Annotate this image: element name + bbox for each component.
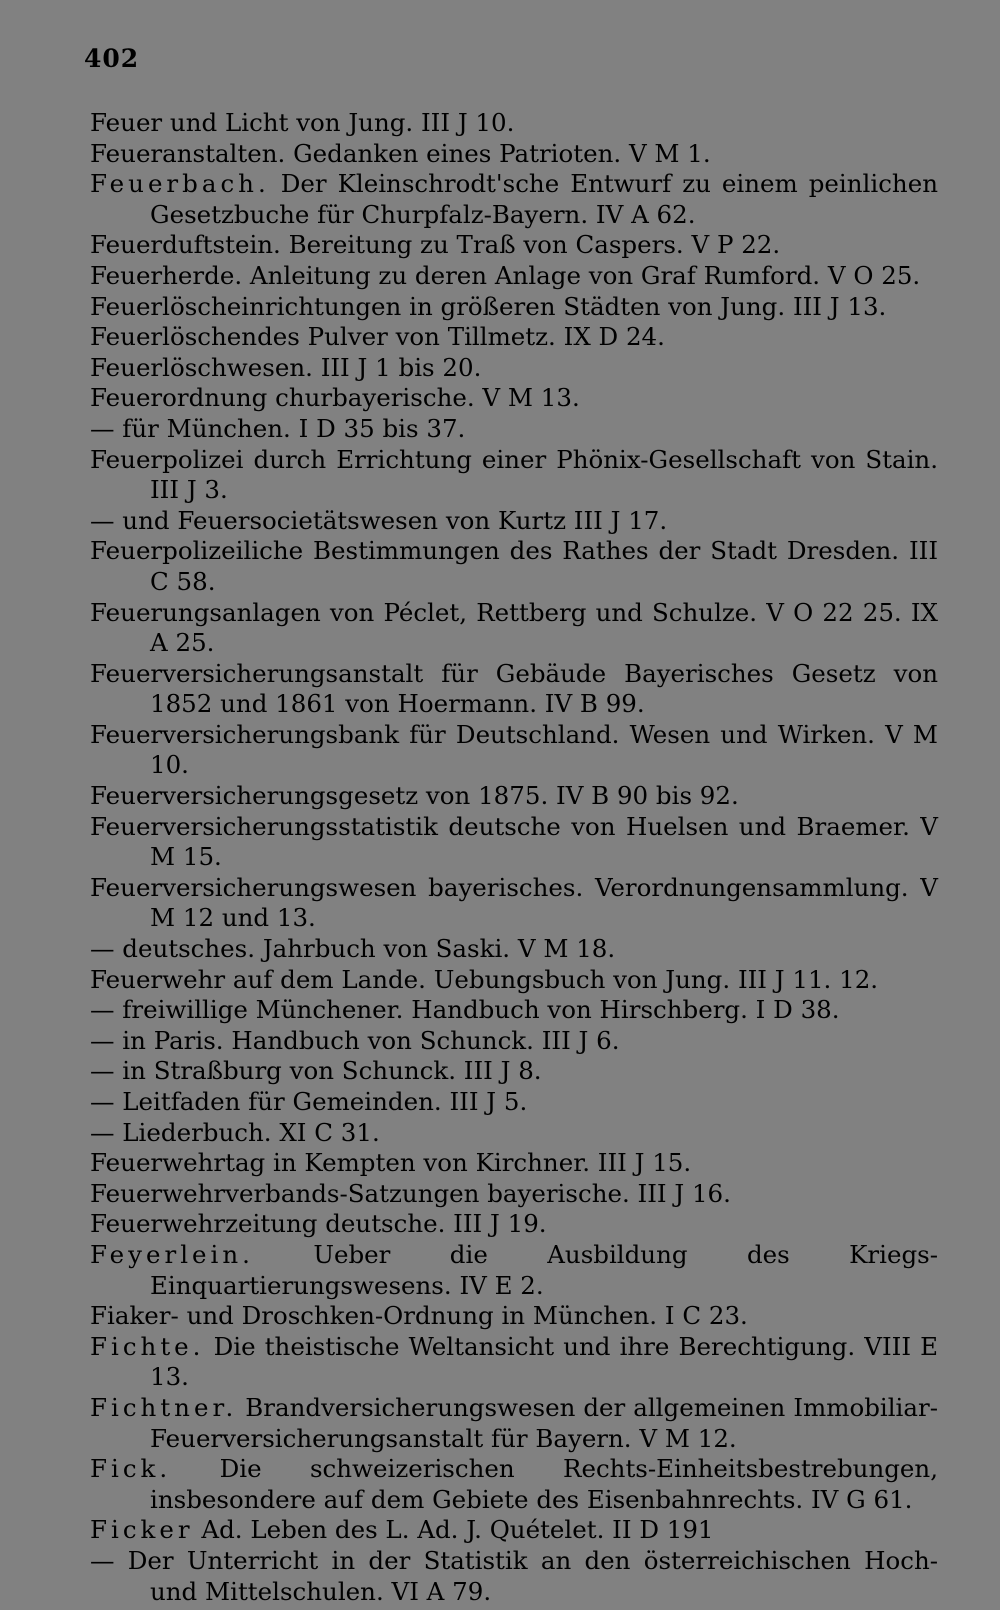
- entry-author: Fichtner.: [90, 1392, 238, 1422]
- index-entry: [90, 598, 938, 659]
- index-entry: [90, 812, 938, 873]
- index-entry: [90, 261, 938, 292]
- entry-text: Feueranstalten. Gedanken eines Patrioten. V M 1.: [90, 138, 711, 168]
- entry-text: Feuerversicherungsanstalt für Gebäude Bayerisches Gesetz von 1852 und 1861 von Hoermann. IV B 99.: [90, 658, 938, 719]
- index-entry: [90, 383, 938, 414]
- index-entry: [90, 1179, 938, 1210]
- entry-text: Feuerordnung churbayerische. V M 13.: [90, 383, 580, 413]
- index-entry: [90, 1240, 938, 1301]
- index-entry: [90, 414, 938, 445]
- entry-author: Fichte.: [90, 1331, 205, 1361]
- entry-text: Die theistische Weltansicht und ihre Berechtigung. VIII E 13.: [150, 1331, 938, 1392]
- entry-author: Feuerbach.: [90, 169, 270, 199]
- index-entry: [90, 873, 938, 934]
- entry-text: — freiwillige Münchener. Handbuch von Hirschberg. I D 38.: [90, 995, 840, 1025]
- entry-text: Feuer und Licht von Jung. III J 10.: [90, 108, 515, 137]
- index-entry: [90, 965, 938, 996]
- index-entry: [90, 1454, 938, 1515]
- entry-author: Feyerlein.: [90, 1239, 254, 1269]
- index-entry: [90, 1026, 938, 1057]
- entry-text: Feuerversicherungsgesetz von 1875. IV B 90 bis 92.: [90, 781, 739, 811]
- index-entry: [90, 1056, 938, 1087]
- index-entry: [90, 139, 938, 170]
- entry-text: Feuerwehrverbands-Satzungen bayerische. III J 16.: [90, 1178, 731, 1208]
- page-number: 402: [84, 44, 140, 73]
- entry-text: Feuerversicherungsbank für Deutschland. Wesen und Wirken. V M 10.: [90, 719, 938, 780]
- index-entry: [90, 506, 938, 537]
- entry-text: Feuerwehr auf dem Lande. Uebungsbuch von Jung. III J 11. 12.: [90, 964, 879, 994]
- entry-text: — deutsches. Jahrbuch von Saski. V M 18.: [90, 934, 616, 964]
- entry-text: Feuerpolizei durch Errichtung einer Phönix-Gesellschaft von Stain. III J 3.: [90, 444, 938, 505]
- index-entry: [90, 169, 938, 230]
- index-entry: [90, 1118, 938, 1149]
- index-entry: [90, 1546, 938, 1607]
- entry-text: — in Paris. Handbuch von Schunck. III J 6.: [90, 1025, 620, 1055]
- entry-text: Brandversicherungswesen der allgemeinen Immobiliar-Feuerversicherungsanstalt für Bayern. V M 12.: [150, 1392, 938, 1453]
- entry-text: Fiaker- und Droschken-Ordnung in München. I C 23.: [90, 1301, 748, 1331]
- entry-text: Der Kleinschrodt'sche Entwurf zu einem peinlichen Gesetzbuche für Churpfalz-Bayern. IV A 62.: [150, 169, 938, 229]
- index-entry: [90, 445, 938, 506]
- index-entry: [90, 659, 938, 720]
- entry-text: — Liederbuch. XI C 31.: [90, 1117, 380, 1147]
- index-entry: [90, 1209, 938, 1240]
- index-entry: [90, 536, 938, 597]
- entry-text: — für München. I D 35 bis 37.: [90, 413, 466, 443]
- entry-text: Ad. Leben des L. Ad. J. Quételet. II D 191: [193, 1515, 714, 1545]
- index-entry: [90, 720, 938, 781]
- entry-text: Feuerversicherungswesen bayerisches. Verordnungensammlung. V M 12 und 13.: [90, 872, 938, 933]
- entry-text: — Der Unterricht in der Statistik an den österreichischen Hoch- und Mittelschulen. VI A 79.: [90, 1545, 938, 1606]
- entry-text: Feuerwehrzeitung deutsche. III J 19.: [90, 1209, 547, 1239]
- entry-text: — in Straßburg von Schunck. III J 8.: [90, 1056, 542, 1086]
- index-entry: [90, 781, 938, 812]
- entry-author: Fick.: [90, 1454, 172, 1484]
- entry-text: Feuerlöschwesen. III J 1 bis 20.: [90, 352, 482, 382]
- index-entry: [90, 1515, 938, 1546]
- entry-text: Feuerlöscheinrichtungen in größeren Städten von Jung. III J 13.: [90, 291, 887, 321]
- index-entry: [90, 353, 938, 384]
- index-entry: [90, 322, 938, 353]
- entry-text: Feuerlöschendes Pulver von Tillmetz. IX D 24.: [90, 322, 665, 352]
- index-entry: [90, 1332, 938, 1393]
- index-entry: [90, 1148, 938, 1179]
- index-entry: [90, 995, 938, 1026]
- entry-text: — Leitfaden für Gemeinden. III J 5.: [90, 1087, 528, 1116]
- index-entry: [90, 1393, 938, 1454]
- index-entry: [90, 108, 938, 139]
- entry-text: Ueber die Ausbildung des Kriegs-Einquartierungswesens. IV E 2.: [150, 1239, 938, 1300]
- index-entry: [90, 1087, 938, 1118]
- index-entries: [90, 108, 938, 1607]
- index-entry: [90, 230, 938, 261]
- index-entry: [90, 292, 938, 323]
- entry-text: — und Feuersocietätswesen von Kurtz III J 17.: [90, 505, 668, 535]
- entry-text: Feuerpolizeiliche Bestimmungen des Rathes der Stadt Dresden. III C 58.: [90, 536, 938, 596]
- entry-text: Feuerversicherungsstatistik deutsche von Huelsen und Braemer. V M 15.: [90, 811, 938, 872]
- entry-text: Feuerungsanlagen von Péclet, Rettberg und Schulze. V O 22 25. IX A 25.: [90, 597, 938, 658]
- index-entry: [90, 934, 938, 965]
- entry-author: Ficker: [90, 1515, 194, 1545]
- entry-text: Feuerduftstein. Bereitung zu Traß von Caspers. V P 22.: [90, 230, 781, 260]
- entry-text: Die schweizerischen Rechts-Einheitsbestrebungen, insbesondere auf dem Gebiete des Eisenbahnrechts. IV G 61.: [150, 1454, 938, 1514]
- entry-text: Feuerherde. Anleitung zu deren Anlage von Graf Rumford. V O 25.: [90, 260, 921, 290]
- entry-text: Feuerwehrtag in Kempten von Kirchner. III J 15.: [90, 1148, 692, 1178]
- index-entry: [90, 1301, 938, 1332]
